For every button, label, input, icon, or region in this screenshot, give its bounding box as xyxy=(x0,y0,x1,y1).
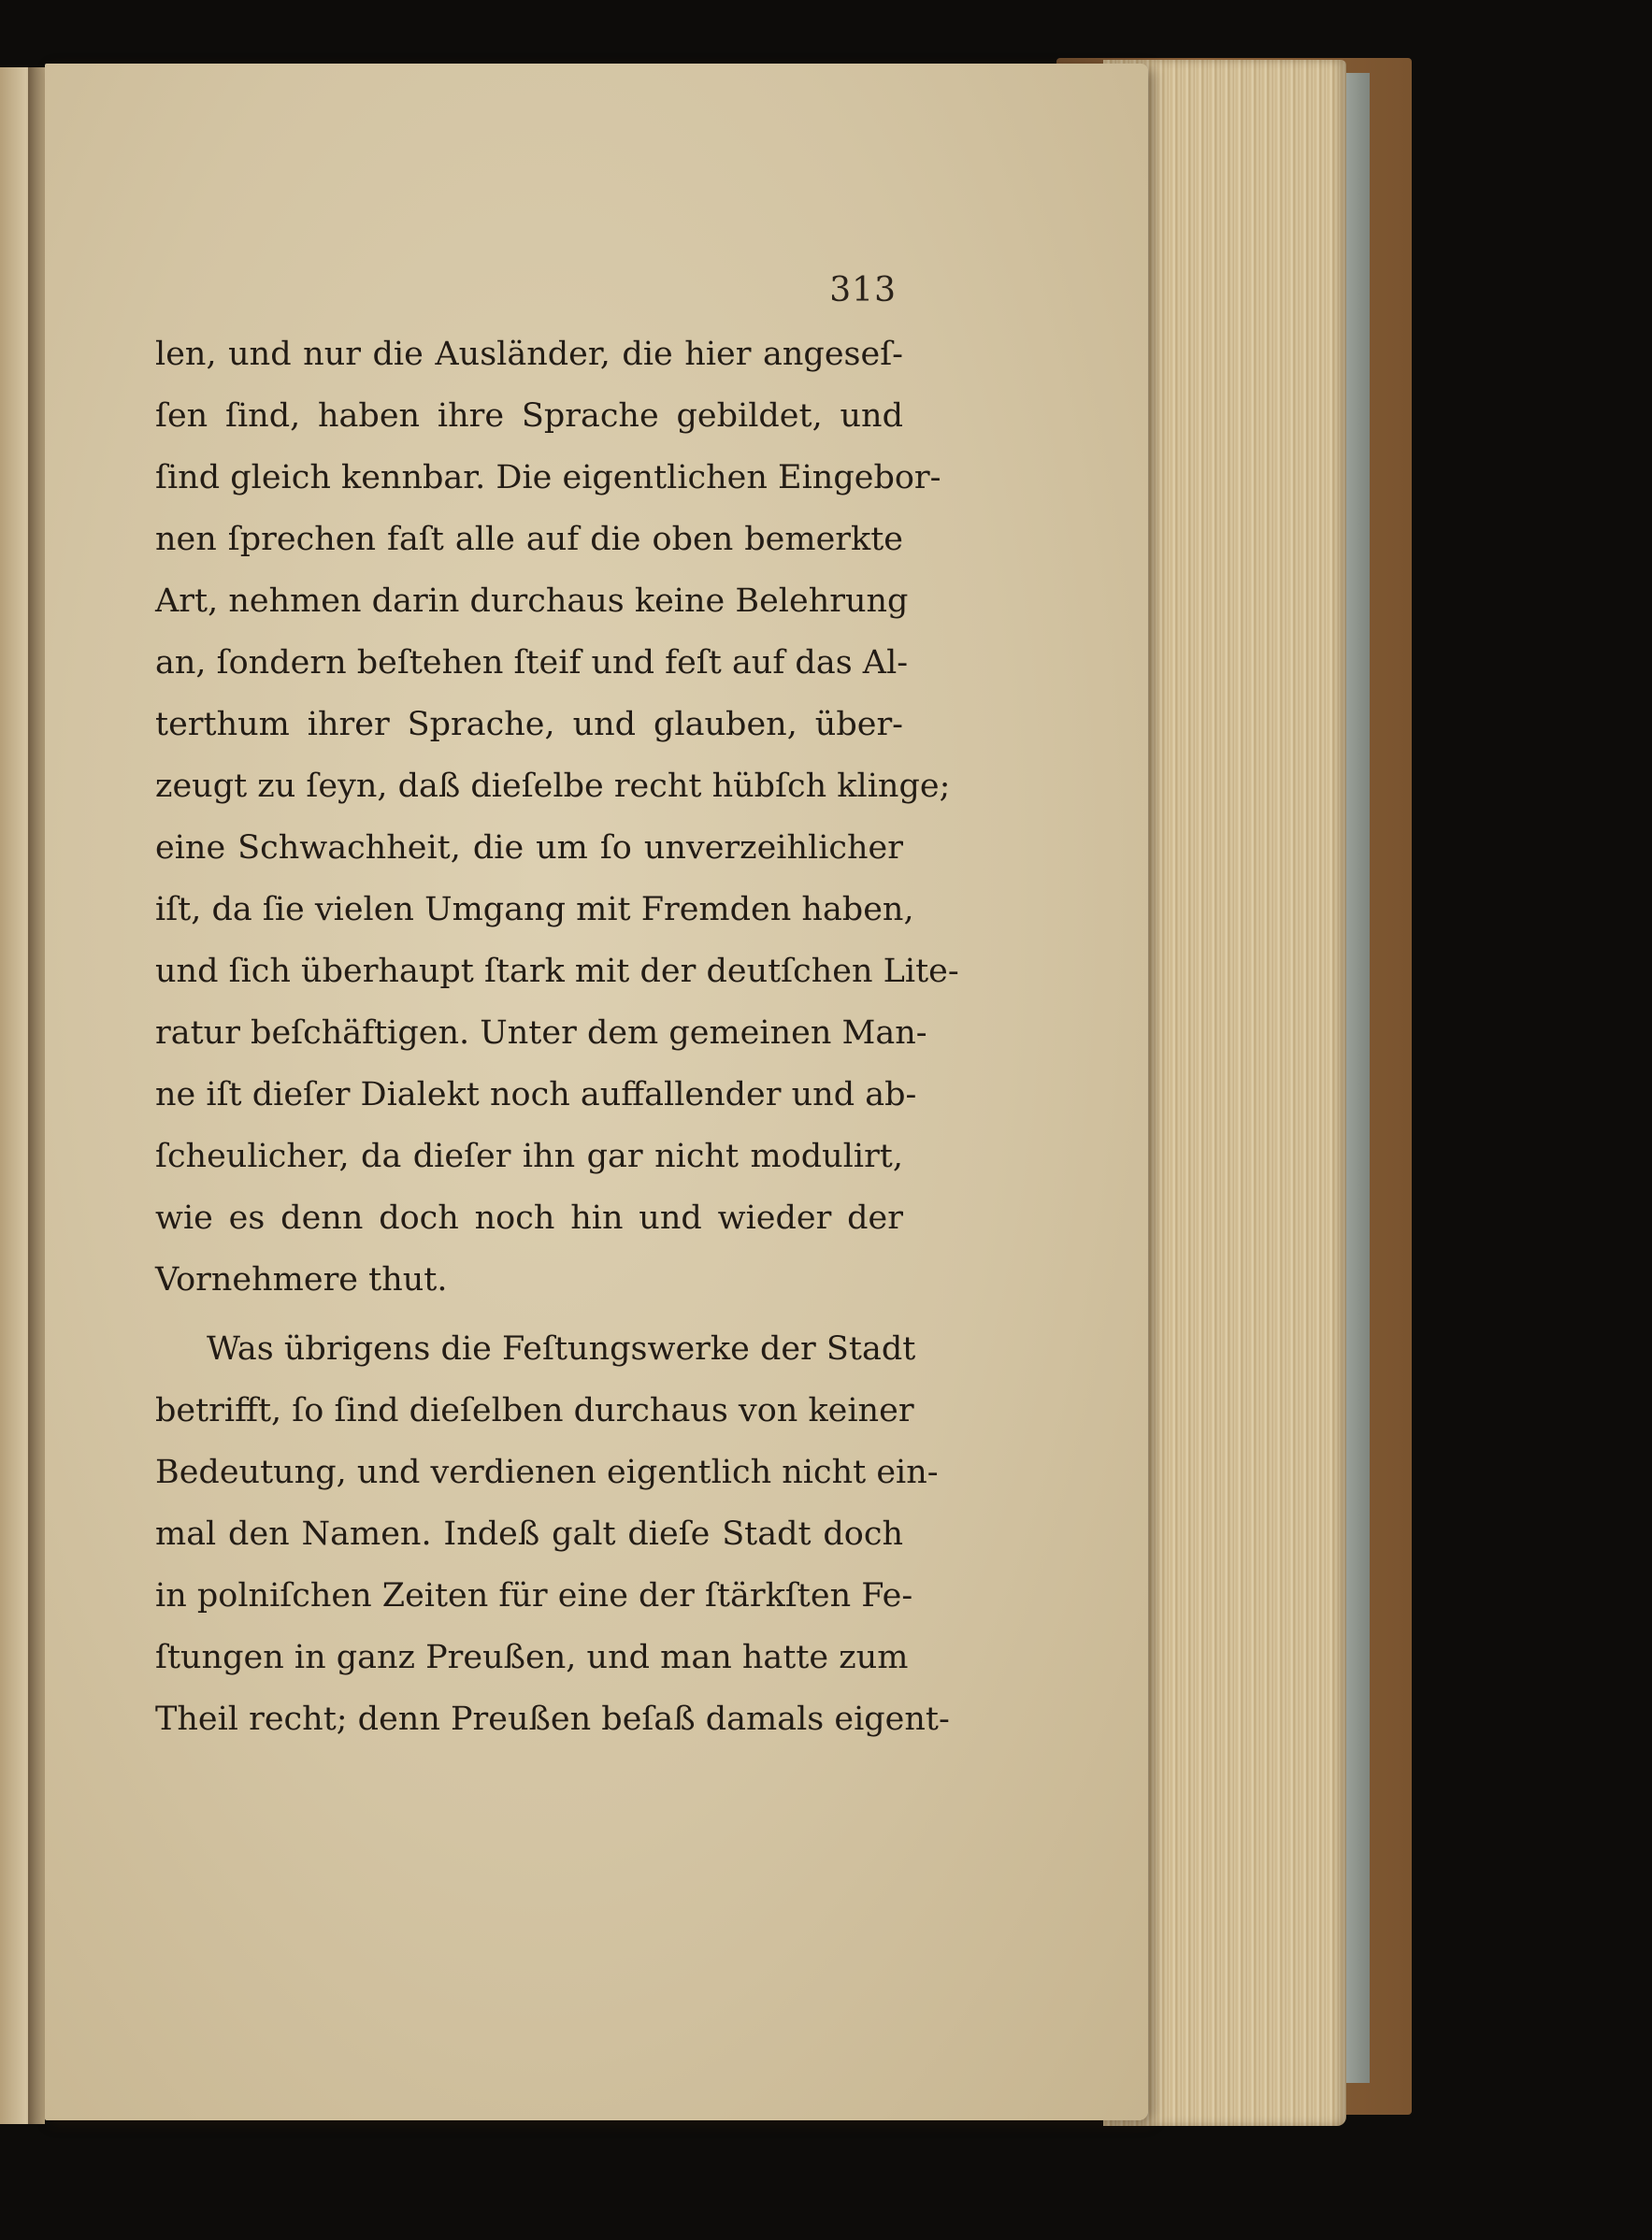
text-line: mal den Namen. Indeß galt dieſe Stadt doch xyxy=(155,1515,903,1553)
text-line: ſcheulicher, da dieſer ihn gar nicht modulirt, xyxy=(155,1138,903,1175)
text-line: betrifft, ſo ſind dieſelben durchaus von keiner xyxy=(155,1392,914,1429)
text-line: Bedeutung, und verdienen eigentlich nicht ein- xyxy=(155,1454,939,1491)
page-number: 313 xyxy=(829,271,897,309)
text-line: ratur beſchäftigen. Unter dem gemeinen Man- xyxy=(155,1014,927,1052)
gutter-shadow xyxy=(28,67,45,2124)
text-line: terthum ihrer Sprache, und glauben, über- xyxy=(155,706,903,743)
text-line: ſind gleich kennbar. Die eigentlichen Eingebor- xyxy=(155,459,941,496)
text-line: in polniſchen Zeiten für eine der ſtärkſten Fe- xyxy=(155,1577,913,1615)
text-line-paragraph-end: Vornehmere thut. xyxy=(155,1261,448,1299)
text-line-paragraph-start: Was übrigens die Feſtungswerke der Stadt xyxy=(207,1330,916,1368)
text-line: zeugt zu ſeyn, daß dieſelbe recht hübſch klinge; xyxy=(155,768,951,805)
text-line: ne iſt dieſer Dialekt noch auffallender und ab- xyxy=(155,1076,917,1113)
text-line: nen ſprechen faſt alle auf die oben bemerkte xyxy=(155,521,903,558)
text-line: Art, nehmen darin durchaus keine Belehrung xyxy=(155,582,909,620)
text-line: wie es denn doch noch hin und wieder der xyxy=(155,1199,903,1237)
text-line: an, ſondern beſtehen ſteif und feſt auf das Al- xyxy=(155,644,909,682)
text-line: eine Schwachheit, die um ſo unverzeihlicher xyxy=(155,829,903,867)
text-line: und ſich überhaupt ſtark mit der deutſchen Lite- xyxy=(155,953,959,990)
text-line: ſen ſind, haben ihre Sprache gebildet, und xyxy=(155,397,903,435)
text-line: iſt, da ſie vielen Umgang mit Fremden haben, xyxy=(155,891,914,928)
book-page xyxy=(45,64,1148,2120)
text-line: ſtungen in ganz Preußen, und man hatte zum xyxy=(155,1639,909,1676)
body-text xyxy=(155,323,959,1750)
text-line: len, und nur die Ausländer, die hier angeseſ- xyxy=(155,336,903,373)
text-line: Theil recht; denn Preußen beſaß damals eigent- xyxy=(155,1701,950,1738)
